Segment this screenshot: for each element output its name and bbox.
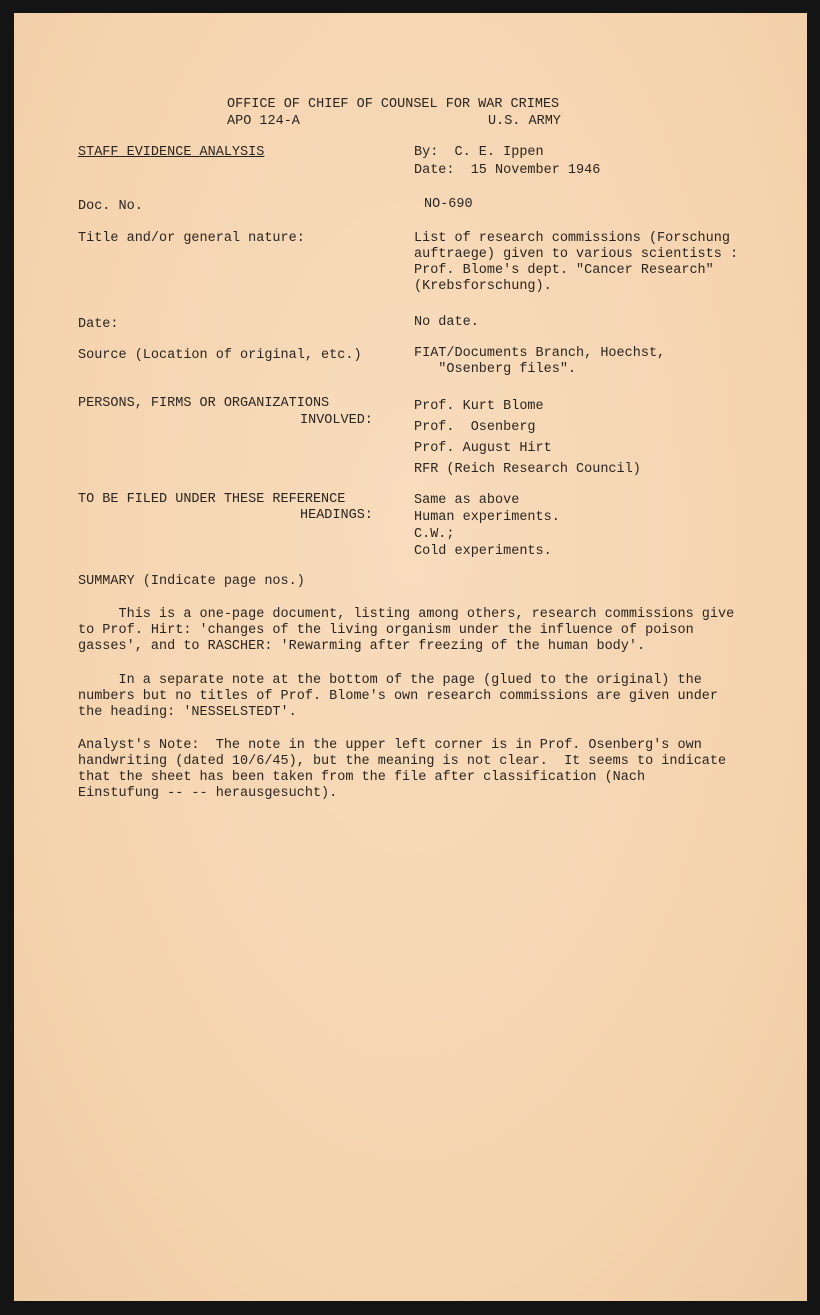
summary-paragraph-1: This is a one-page document, listing among others, research commissions give to Prof. Hirt: 'changes of the living organism under the influence of poison gasses', and to RASCHER: 'Rewarming after freezing of the human body'. — [78, 607, 735, 654]
doc-no-value: NO-690 — [424, 197, 473, 212]
persons-label: PERSONS, FIRMS OR ORGANIZATIONS — [78, 396, 330, 411]
army-label: U.S. ARMY — [488, 114, 561, 129]
date-value: No date. — [414, 315, 479, 330]
office-title: OFFICE OF CHIEF OF COUNSEL FOR WAR CRIMES — [227, 97, 560, 112]
persons-label-involved: INVOLVED: — [300, 413, 373, 428]
source-value: FIAT/Documents Branch, Hoechst, "Osenberg files". — [414, 346, 666, 377]
staff-evidence-analysis-heading: STAFF EVIDENCE ANALYSIS — [78, 145, 265, 160]
summary-label: SUMMARY (Indicate page nos.) — [78, 574, 305, 589]
title-label: Title and/or general nature: — [78, 231, 305, 246]
reference-value: Same as above Human experiments. C.W.; Cold experiments. — [414, 493, 560, 559]
summary-paragraph-2: In a separate note at the bottom of the page (glued to the original) the numbers but no titles of Prof. Blome's own research commissions are given under the heading: 'NESSELSTEDT'. — [78, 673, 719, 720]
analyst-name: By: C. E. Ippen — [414, 145, 544, 160]
document-page — [14, 13, 807, 1301]
doc-no-label: Doc. No. — [78, 199, 143, 214]
reference-label-headings: HEADINGS: — [300, 508, 373, 523]
analyst-note: Analyst's Note: The note in the upper left corner is in Prof. Osenberg's own handwriting (dated 10/6/45), but the meaning is not clear. It seems to indicate that the sheet has been taken from the file after classification (Nach Einstufung -- -- herausgesucht). — [78, 738, 727, 801]
analysis-date: Date: 15 November 1946 — [414, 163, 601, 178]
persons-value: Prof. Kurt Blome Prof. Osenberg Prof. August Hirt RFR (Reich Research Council) — [414, 399, 641, 477]
source-label: Source (Location of original, etc.) — [78, 348, 362, 363]
title-value: List of research commissions (Forschung auftraege) given to various scientists : Prof. Blome's dept. "Cancer Research" (Krebsforschung). — [414, 231, 739, 294]
apo-number: APO 124-A — [227, 114, 300, 129]
reference-label: TO BE FILED UNDER THESE REFERENCE — [78, 492, 346, 507]
date-label: Date: — [78, 317, 119, 332]
